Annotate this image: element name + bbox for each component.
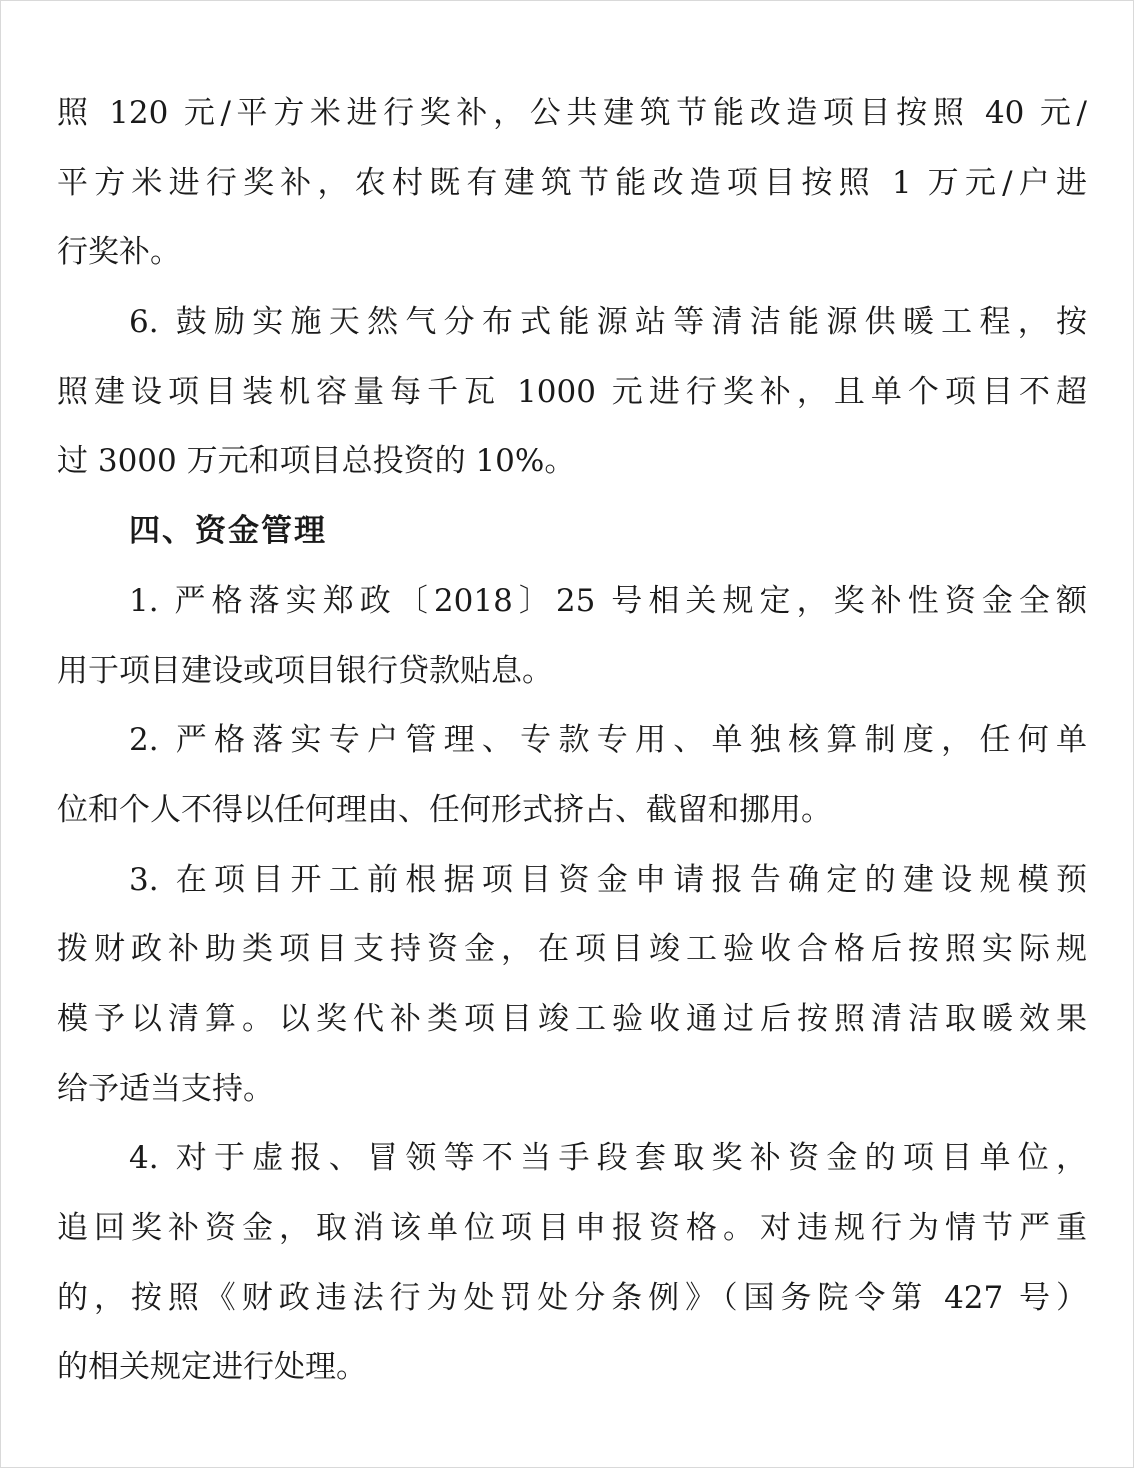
text-line: 用于项目建设或项目银行贷款贴息。 <box>57 652 553 689</box>
text-line: 3. 在项目开工前根据项目资金申请报告确定的建设规模预 <box>129 861 1087 898</box>
text-line: 追回奖补资金，取消该单位项目申报资格。对违规行为情节严重 <box>57 1210 1087 1246</box>
text-line: 过 3000 万元和项目总投资的 10%。 <box>57 443 576 480</box>
text-line: 6. 鼓励实施天然气分布式能源站等清洁能源供暖工程，按 <box>129 304 1087 341</box>
paragraph-fund-item-2 <box>57 706 1087 845</box>
paragraph-item-6 <box>57 288 1087 497</box>
section-heading-fund-management <box>57 497 1087 567</box>
paragraph-fund-item-4 <box>57 1124 1087 1403</box>
text-line: 照 120 元/平方米进行奖补，公共建筑节能改造项目按照 40 元/ <box>57 95 1087 131</box>
text-line: 照建设项目装机容量每千瓦 1000 元进行奖补，且单个项目不超 <box>57 373 1087 410</box>
text-line: 行奖补。 <box>57 234 181 271</box>
text-line: 模予以清算。以奖代补类项目竣工验收通过后按照清洁取暖效果 <box>57 1000 1087 1037</box>
text-line: 的，按照《财政违法行为处罚处分条例》（国务院令第 427 号） <box>57 1279 1087 1316</box>
text-line: 平方米进行奖补，农村既有建筑节能改造项目按照 1 万元/户进 <box>57 164 1087 201</box>
paragraph-fund-item-3 <box>57 846 1087 1125</box>
paragraph-fund-item-1 <box>57 567 1087 706</box>
section-heading: 四、资金管理 <box>129 513 327 550</box>
text-line: 位和个人不得以任何理由、任何形式挤占、截留和挪用。 <box>57 791 832 828</box>
text-line: 的相关规定进行处理。 <box>57 1349 367 1386</box>
text-line: 给予适当支持。 <box>57 1070 274 1107</box>
text-line: 2. 严格落实专户管理、专款专用、单独核算制度，任何单 <box>129 722 1087 759</box>
text-line: 4. 对于虚报、冒领等不当手段套取奖补资金的项目单位， <box>129 1140 1087 1177</box>
paragraph-energy-subsidy-continued <box>57 79 1087 288</box>
text-line: 拨财政补助类项目支持资金，在项目竣工验收合格后按照实际规 <box>57 931 1087 968</box>
document-body <box>57 79 1087 1403</box>
text-line: 1. 严格落实郑政〔2018〕25 号相关规定，奖补性资金全额 <box>129 582 1087 619</box>
